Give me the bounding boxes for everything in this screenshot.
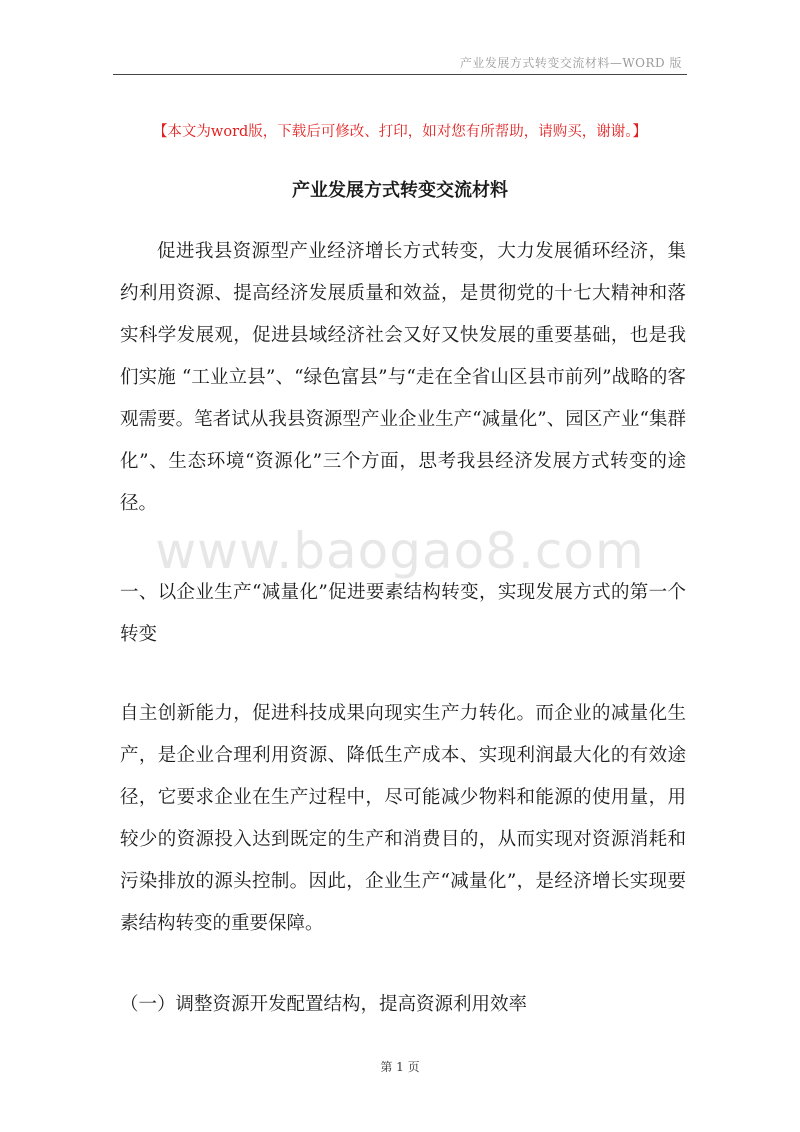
section-body-paragraph: 自主创新能力，促进科技成果向现实生产力转化。而企业的减量化生产，是企业合理利用资源、降低生产成本、实现利润最大化的有效途径，它要求企业在生产过程中，尽可能减少物料和能源的使用量，用较少的资源投入达到既定的生产和消费目的，从而实现对资源消耗和污染排放的源头控制。因此，企业生产“减量化”，是经济增长实现要素结构转变的重要保障。 bbox=[120, 703, 686, 934]
page-number: 第 1 页 bbox=[380, 1060, 420, 1074]
intro-paragraph: 促进我县资源型产业经济增长方式转变，大力发展循环经济，集约利用资源、提高经济发展质量和效益，是贯彻党的十七大精神和落实科学发展观，促进县域经济社会又好又快发展的重要基础，也是我们实施 “工业立县”、“绿色富县”与“走在全省山区县市前列”战略的客观需要。笔者试从我县资源型产业企业生产“减量化”、园区产业“集群化”、生态环境“资源化”三个方面，思考我县经济发展方式转变的途径。 bbox=[120, 241, 686, 514]
running-title: 产业发展方式转变交流材料—WORD 版 bbox=[459, 56, 682, 70]
watermark: www.baogao8.com bbox=[155, 522, 645, 580]
document-title: 产业发展方式转变交流材料 bbox=[292, 180, 508, 201]
section-heading: 一、以企业生产“减量化”促进要素结构转变，实现发展方式的第一个转变 bbox=[120, 582, 686, 645]
header-divider bbox=[113, 74, 687, 75]
download-notice: 【本文为word版，下载后可修改、打印，如对您有所帮助，请购买，谢谢。】 bbox=[152, 124, 648, 140]
subsection-heading: （一）调整资源开发配置结构，提高资源利用效率 bbox=[120, 994, 528, 1015]
